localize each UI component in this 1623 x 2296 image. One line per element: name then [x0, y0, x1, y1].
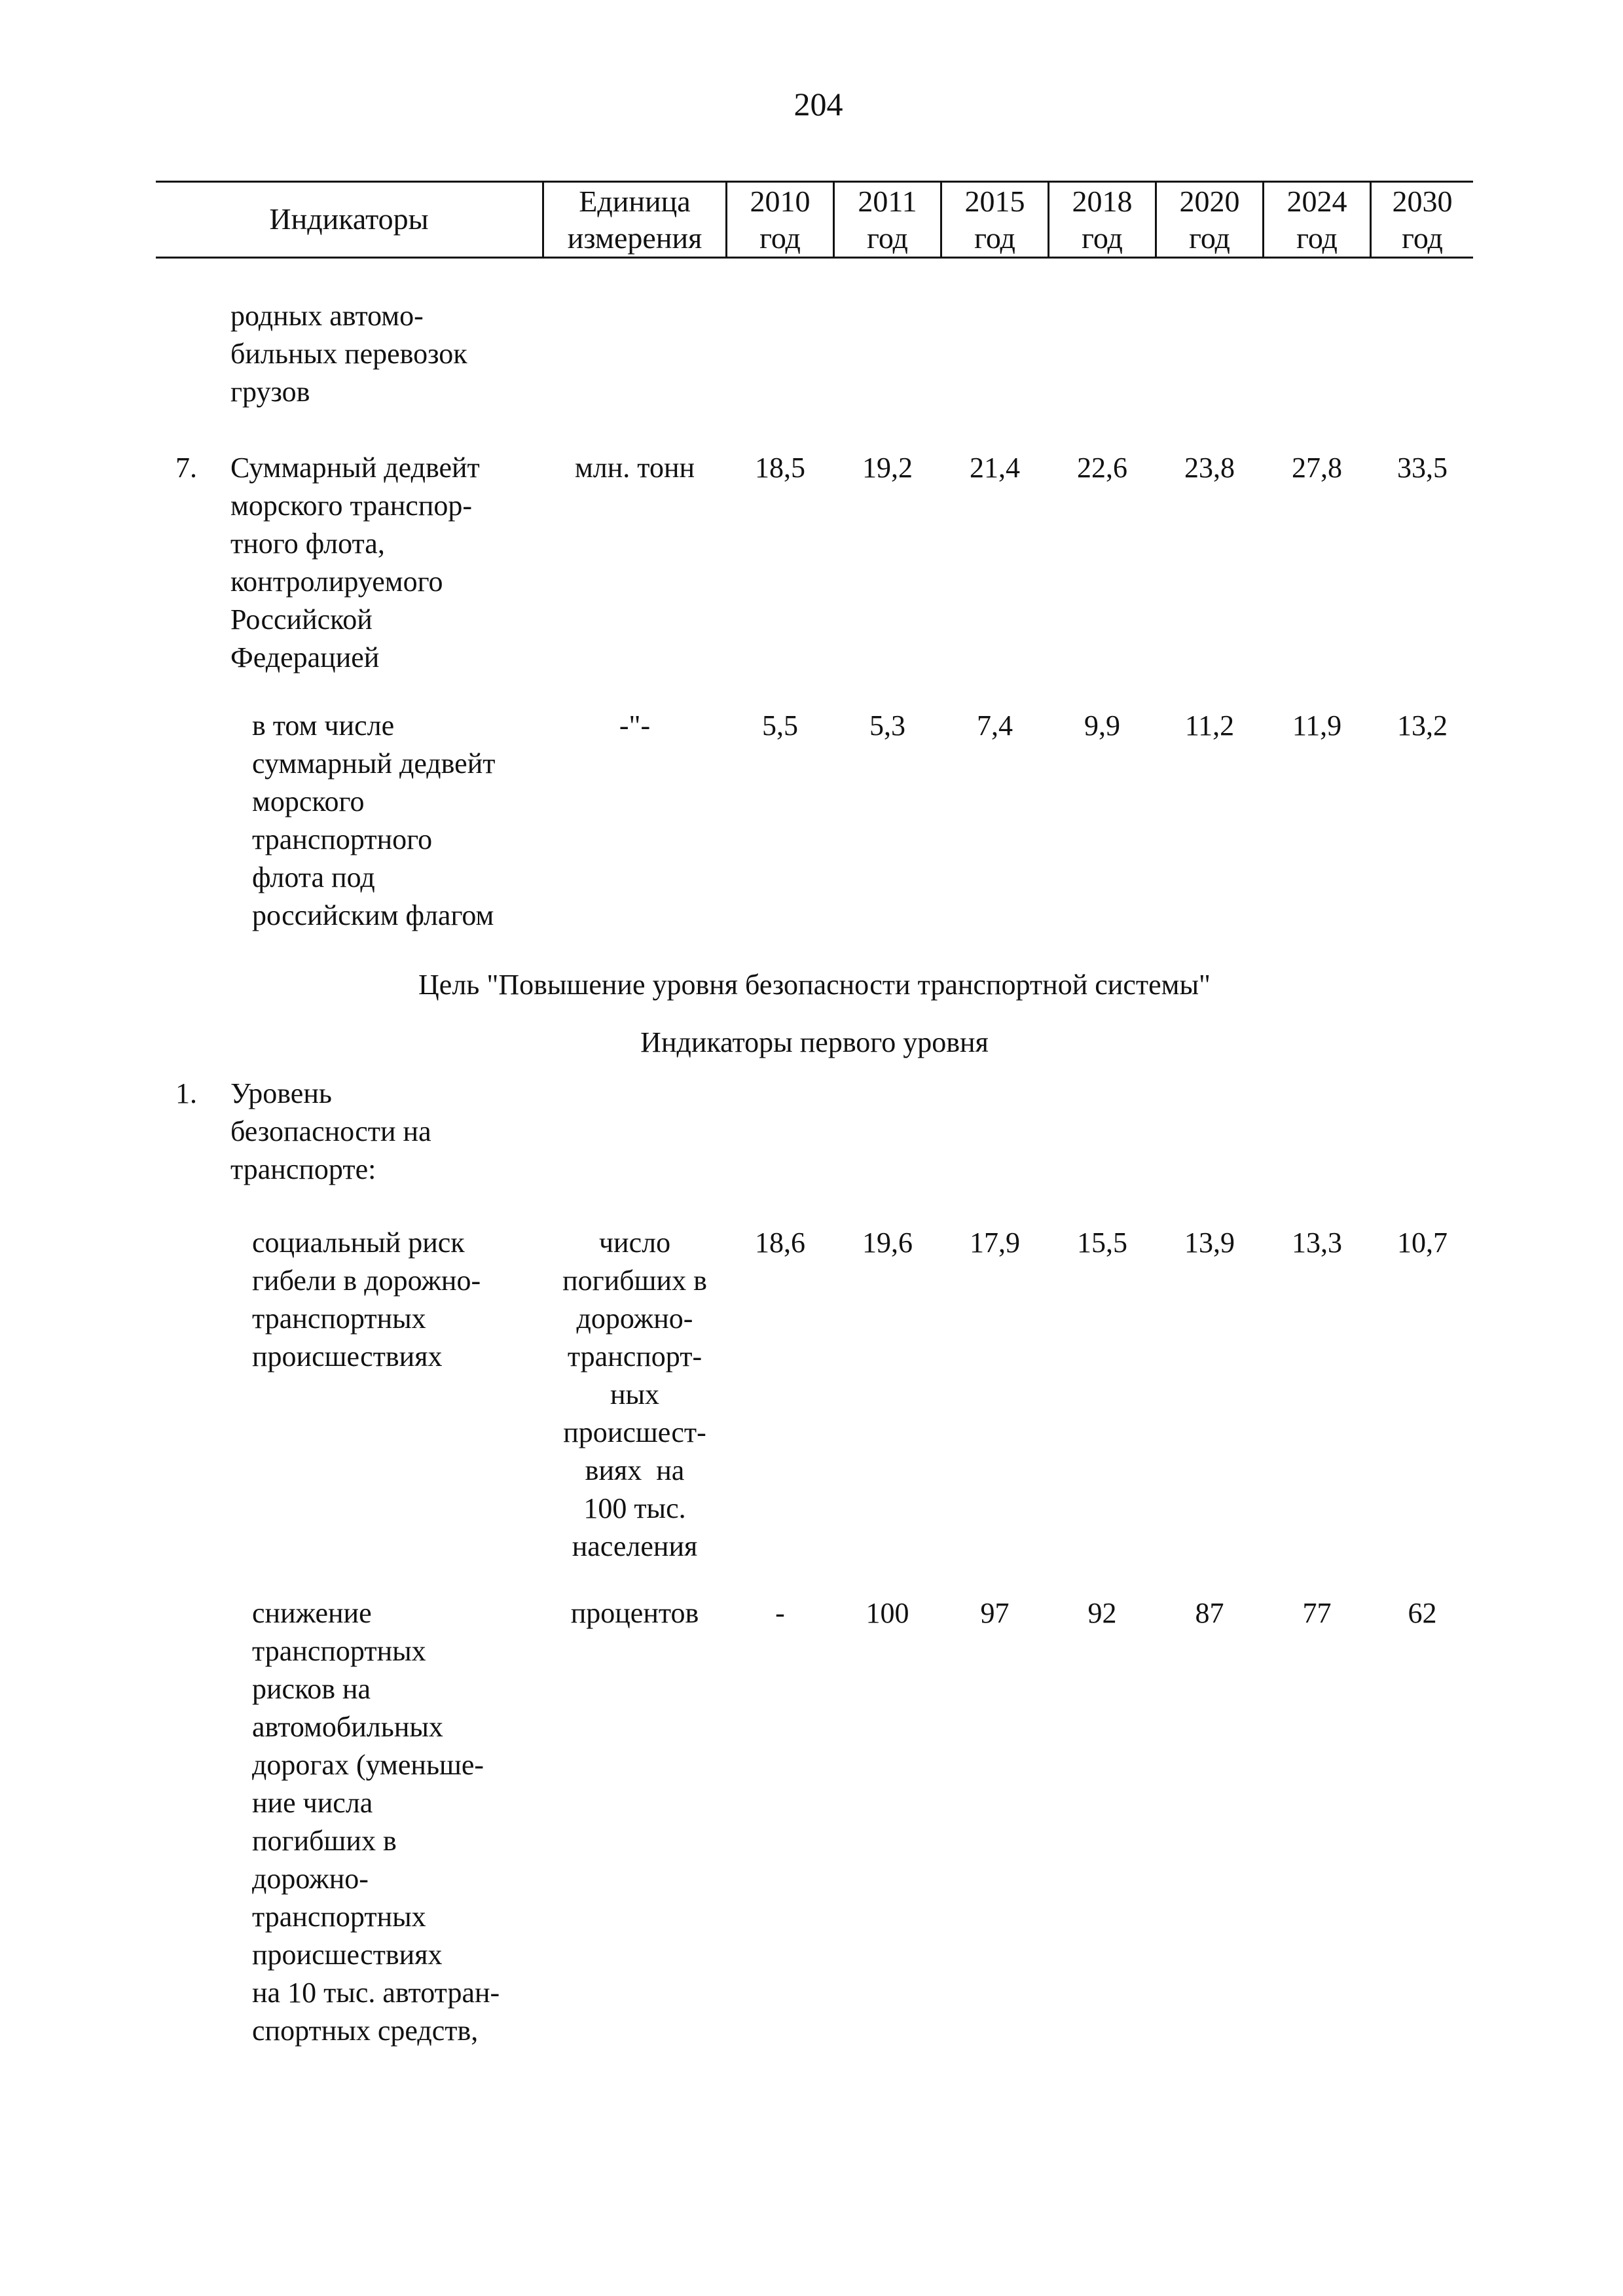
value-cell: 33,5: [1397, 452, 1448, 484]
indicator-line: дорожно-: [252, 1863, 369, 1895]
indicator-line: гибели в дорожно-: [252, 1265, 481, 1297]
header-year-suffix: год: [1402, 221, 1443, 255]
page-number: 204: [793, 86, 843, 122]
unit-line: дорожно-: [576, 1302, 693, 1335]
indicator-line: социальный риск: [252, 1227, 465, 1259]
value-cell: 100: [866, 1597, 909, 1629]
unit-cell: млн. тонн: [574, 452, 695, 484]
indicator-line: контролируемого: [230, 565, 443, 598]
header-year: 2024: [1286, 185, 1347, 218]
value-cell: 22,6: [1077, 452, 1127, 484]
indicator-line: на 10 тыс. автотран-: [252, 1977, 500, 2009]
indicator-line: Российской: [230, 603, 373, 636]
value-cell: 92: [1087, 1597, 1117, 1629]
value-cell: 10,7: [1397, 1227, 1448, 1259]
unit-line: число: [598, 1227, 671, 1259]
value-cell: 13,3: [1292, 1227, 1342, 1259]
level-title: Индикаторы первого уровня: [640, 1026, 989, 1058]
indicator-line: рисков на: [252, 1673, 371, 1705]
indicator-line: происшествиях: [252, 1939, 443, 1971]
indicator-line: суммарный дедвейт: [252, 747, 496, 780]
row-number: 7.: [175, 452, 197, 484]
indicator-line: спортных средств,: [252, 2015, 479, 2047]
indicator-line: в том числе: [252, 709, 395, 742]
header-year: 2010: [750, 185, 811, 218]
unit-line: 100 тыс.: [583, 1492, 686, 1524]
value-cell: 77: [1302, 1597, 1332, 1629]
header-year: 2030: [1392, 185, 1453, 218]
value-cell: 11,2: [1184, 709, 1235, 742]
indicator-line: ние числа: [252, 1787, 373, 1819]
value-cell: 15,5: [1077, 1227, 1127, 1259]
unit-cell: -"-: [619, 709, 651, 742]
unit-line: транспорт-: [567, 1340, 702, 1372]
indicator-line: Уровень: [230, 1077, 332, 1109]
indicator-line: российским флагом: [252, 899, 494, 931]
value-cell: 18,5: [755, 452, 805, 484]
header-indicators: Индикаторы: [269, 202, 429, 236]
indicator-line: автомобильных: [252, 1711, 443, 1743]
header-year-suffix: год: [974, 221, 1015, 255]
header-year: 2015: [964, 185, 1025, 218]
value-cell: 19,2: [862, 452, 913, 484]
indicator-line: транспортного: [252, 823, 433, 855]
value-cell: 87: [1195, 1597, 1224, 1629]
indicator-line: транспорте:: [230, 1153, 376, 1185]
unit-line: ных: [610, 1378, 660, 1410]
value-cell: 23,8: [1184, 452, 1235, 484]
value-cell: 13,2: [1397, 709, 1448, 742]
unit-line: населения: [572, 1530, 698, 1562]
header-unit-line1: Единица: [579, 185, 691, 218]
unit-cell: процентов: [570, 1597, 699, 1629]
value-cell: 5,3: [869, 709, 905, 742]
header-year-suffix: год: [1082, 221, 1123, 255]
header-unit-line2: измерения: [567, 221, 702, 255]
indicator-line: родных автомо-: [230, 300, 424, 332]
value-cell: 27,8: [1292, 452, 1342, 484]
indicator-line: транспортных: [252, 1901, 426, 1933]
indicator-line: погибших в: [252, 1825, 397, 1857]
value-cell: 62: [1408, 1597, 1437, 1629]
indicator-line: транспортных: [252, 1635, 426, 1667]
value-cell: 97: [980, 1597, 1010, 1629]
indicator-line: снижение: [252, 1597, 372, 1629]
header-year-suffix: год: [867, 221, 908, 255]
header-year: 2011: [858, 185, 917, 218]
indicator-line: тного флота,: [230, 528, 385, 560]
indicator-line: безопасности на: [230, 1115, 431, 1147]
value-cell: 11,9: [1292, 709, 1342, 742]
unit-line: происшест-: [563, 1416, 706, 1448]
indicator-line: флота под: [252, 861, 375, 893]
value-cell: 7,4: [977, 709, 1013, 742]
value-cell: 9,9: [1084, 709, 1120, 742]
value-cell: 21,4: [970, 452, 1020, 484]
header-year-suffix: год: [1189, 221, 1230, 255]
indicator-line: транспортных: [252, 1302, 426, 1335]
header-year-suffix: год: [1296, 221, 1338, 255]
indicator-line: дорогах (уменьше-: [252, 1749, 484, 1781]
value-cell: -: [775, 1597, 785, 1629]
header-year: 2020: [1179, 185, 1240, 218]
header-year: 2018: [1072, 185, 1133, 218]
goal-title: Цель "Повышение уровня безопасности транспортной системы": [418, 969, 1211, 1001]
unit-line: виях на: [585, 1454, 685, 1486]
indicator-line: происшествиях: [252, 1340, 443, 1372]
indicator-line: Федерацией: [230, 641, 380, 673]
value-cell: 17,9: [970, 1227, 1020, 1259]
value-cell: 18,6: [755, 1227, 805, 1259]
value-cell: 19,6: [862, 1227, 913, 1259]
indicator-line: морского транспор-: [230, 490, 473, 522]
value-cell: 13,9: [1184, 1227, 1235, 1259]
indicator-line: бильных перевозок: [230, 338, 467, 370]
indicator-line: морского: [252, 785, 365, 817]
header-year-suffix: год: [759, 221, 801, 255]
indicator-line: Суммарный дедвейт: [230, 452, 480, 484]
row-number: 1.: [175, 1077, 197, 1109]
value-cell: 5,5: [762, 709, 798, 742]
unit-line: погибших в: [562, 1265, 707, 1297]
indicator-line: грузов: [230, 376, 310, 408]
